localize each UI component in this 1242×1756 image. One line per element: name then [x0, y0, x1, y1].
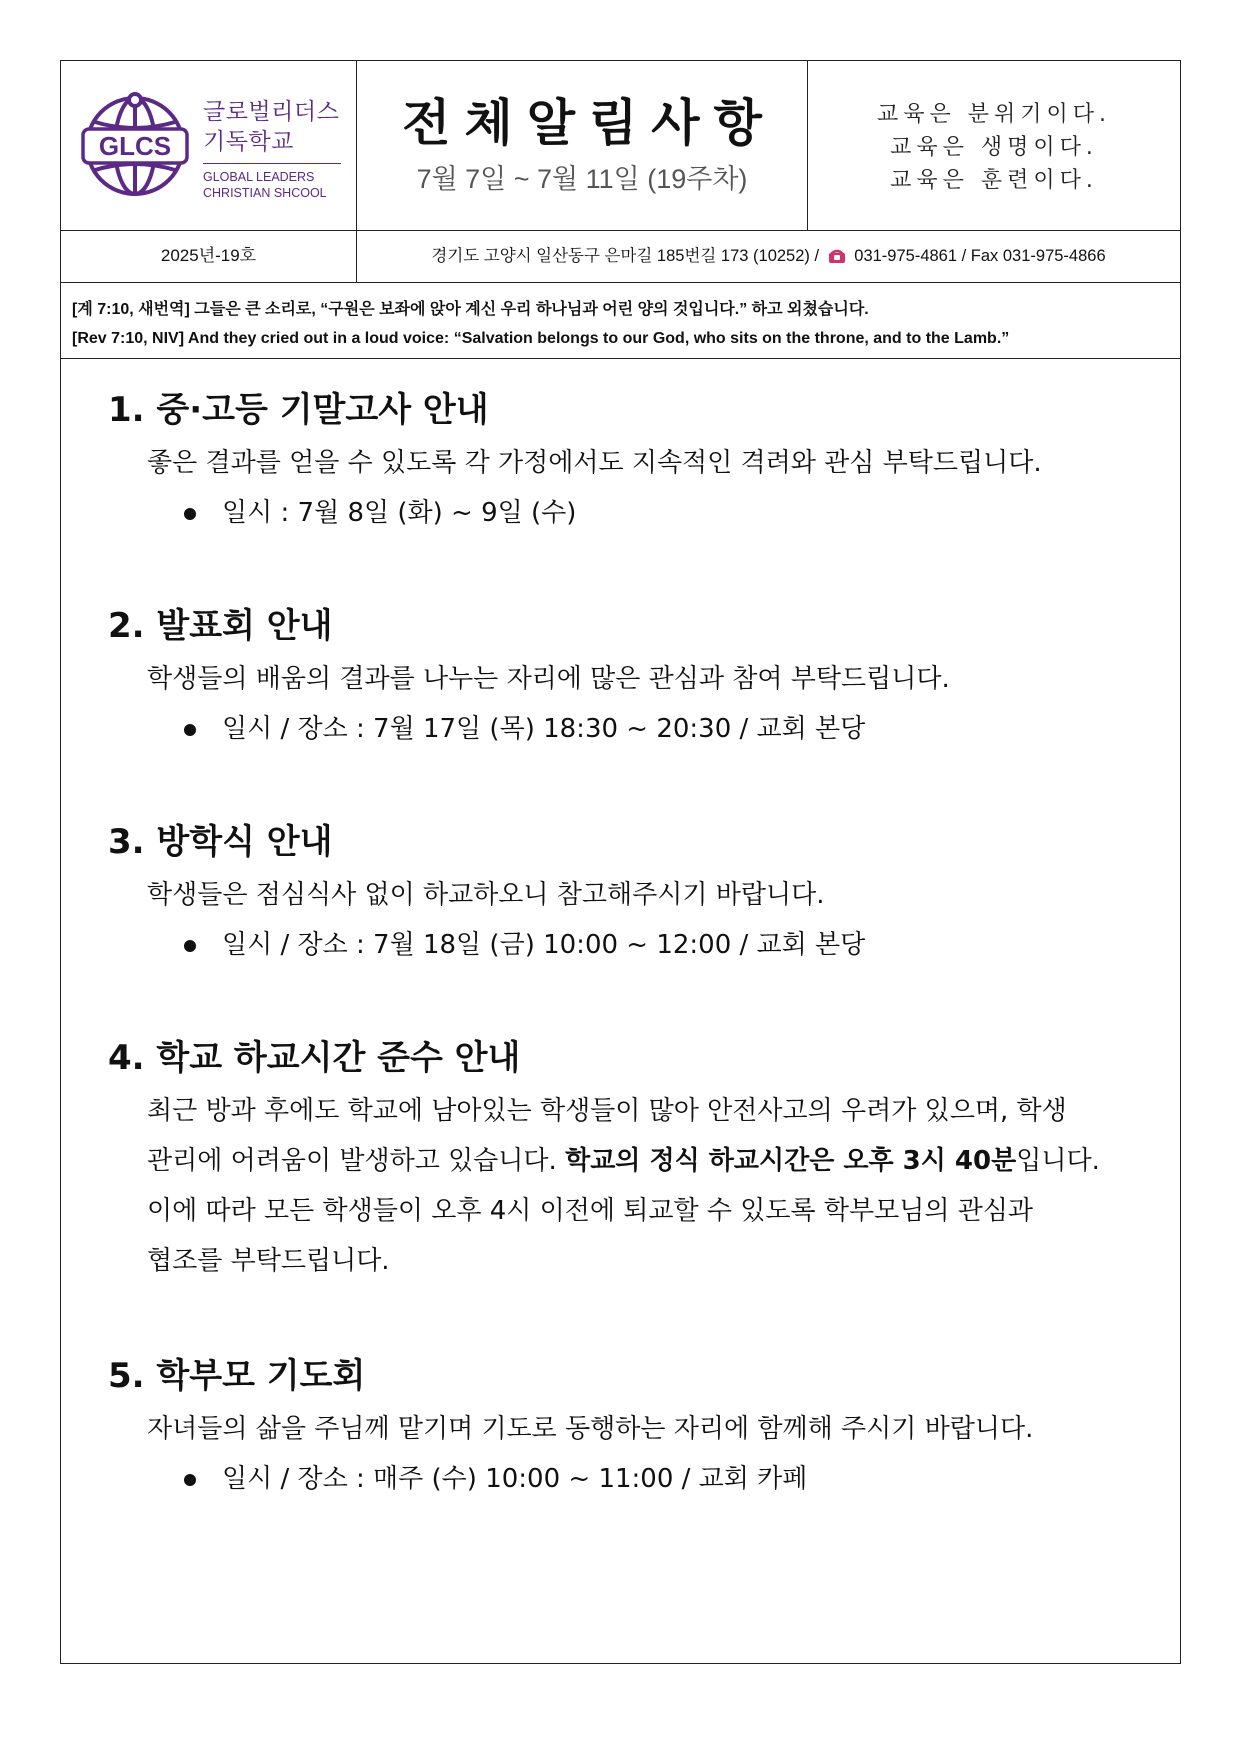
motto-line-3: 교육은 훈련이다.	[890, 168, 1098, 193]
notice-frame	[60, 60, 1181, 1664]
section-title: 3. 방학식 안내	[108, 822, 333, 862]
section-title: 4. 학교 하교시간 준수 안내	[108, 1038, 521, 1078]
section-body: 자녀들의 삶을 주님께 맡기며 기도로 동행하는 자리에 함께해 주시기 바랍니다.	[147, 1414, 1034, 1444]
notice-content	[108, 386, 1160, 1504]
issue-number: 2025년-19호	[61, 231, 357, 282]
school-name-en-line1: GLOBAL LEADERS	[203, 170, 315, 184]
list-item	[184, 1454, 1160, 1504]
section-parent-prayer	[108, 1352, 1160, 1504]
section-dismissal-time	[108, 1034, 1160, 1286]
verse-english: [Rev 7:10, NIV] And they cried out in a loud voice: “Salvation belongs to our God, who sits on the throne, and to the Lamb.”	[72, 330, 1010, 347]
section-closing-ceremony	[108, 818, 1160, 970]
section-body: 학생들은 점심식사 없이 하교하오니 참고해주시기 바랍니다.	[147, 880, 825, 910]
bullet-icon	[184, 940, 196, 952]
info-row	[61, 231, 1180, 283]
school-name-en-line2: CHRISTIAN SHCOOL	[203, 186, 327, 200]
section-title: 1. 중·고등 기말고사 안내	[108, 390, 489, 430]
section-title: 2. 발표회 안내	[108, 606, 333, 646]
logo-mark-text: GLCS	[98, 131, 172, 161]
list-item	[184, 704, 1160, 754]
motto-cell	[808, 61, 1180, 230]
section-presentation	[108, 602, 1160, 754]
list-item-text: 일시 : 7월 8일 (화) ~ 9일 (수)	[222, 498, 577, 528]
verse-korean: [계 7:10, 새번역] 그들은 큰 소리로, “구원은 보좌에 앉아 계신 우리 하나님과 어린 양의 것입니다.” 하고 외쳤습니다.	[72, 301, 869, 318]
motto-line-2: 교육은 생명이다.	[890, 135, 1098, 160]
bullet-icon	[184, 1474, 196, 1486]
section-body: 좋은 결과를 얻을 수 있도록 각 가정에서도 지속적인 격려와 관심 부탁드립니다.	[147, 448, 1042, 478]
bible-verse	[61, 283, 1180, 359]
week-range: 7월 7일 ~ 7월 11일 (19주차)	[416, 164, 748, 194]
list-item	[184, 488, 1160, 538]
list-item	[184, 920, 1160, 970]
section-title: 5. 학부모 기도회	[108, 1356, 366, 1396]
title-cell	[357, 61, 808, 230]
glcs-globe-logo	[79, 88, 191, 200]
list-item-text: 일시 / 장소 : 7월 18일 (금) 10:00 ~ 12:00 / 교회 본당	[222, 930, 866, 960]
logo-divider	[203, 163, 341, 164]
section-body: 학생들의 배움의 결과를 나누는 자리에 많은 관심과 참여 부탁드립니다.	[147, 664, 950, 694]
body-text: 관리에 어려움이 발생하고 있습니다.	[147, 1146, 566, 1176]
phone-icon	[828, 249, 846, 263]
section-body-line: 최근 방과 후에도 학교에 남아있는 학생들이 많아 안전사고의 우려가 있으며, 학생	[147, 1096, 1067, 1126]
motto-line-1: 교육은 분위기이다.	[876, 102, 1111, 127]
logo-cell	[61, 61, 357, 230]
header-row	[61, 61, 1180, 231]
phone-fax: 031-975-4861 / Fax 031-975-4866	[854, 247, 1106, 265]
bullet-icon	[184, 724, 196, 736]
bullet-icon	[184, 508, 196, 520]
body-emphasis: 학교의 정식 하교시간은 오후 3시 40분	[565, 1146, 1017, 1176]
body-text: 입니다.	[1016, 1146, 1100, 1176]
page-title: 전체알림사항	[402, 94, 776, 152]
section-body-line	[147, 1136, 1160, 1186]
school-name-kr	[203, 97, 339, 157]
section-body-line: 이에 따라 모든 학생들이 오후 4시 이전에 퇴교할 수 있도록 학부모님의 관심과	[147, 1196, 1034, 1226]
list-item-text: 일시 / 장소 : 7월 17일 (목) 18:30 ~ 20:30 / 교회 본당	[222, 714, 866, 744]
section-final-exam	[108, 386, 1160, 538]
section-body-line: 협조를 부탁드립니다.	[147, 1246, 390, 1276]
school-name-kr-line1: 글로벌리더스	[203, 99, 340, 125]
list-item-text: 일시 / 장소 : 매주 (수) 10:00 ~ 11:00 / 교회 카페	[222, 1464, 808, 1494]
school-name-en	[203, 169, 327, 201]
school-address: 경기도 고양시 일산동구 은마길 185번길 173 (10252) /	[431, 247, 820, 265]
contact-line	[357, 231, 1180, 282]
school-name-kr-line2: 기독학교	[203, 129, 294, 155]
